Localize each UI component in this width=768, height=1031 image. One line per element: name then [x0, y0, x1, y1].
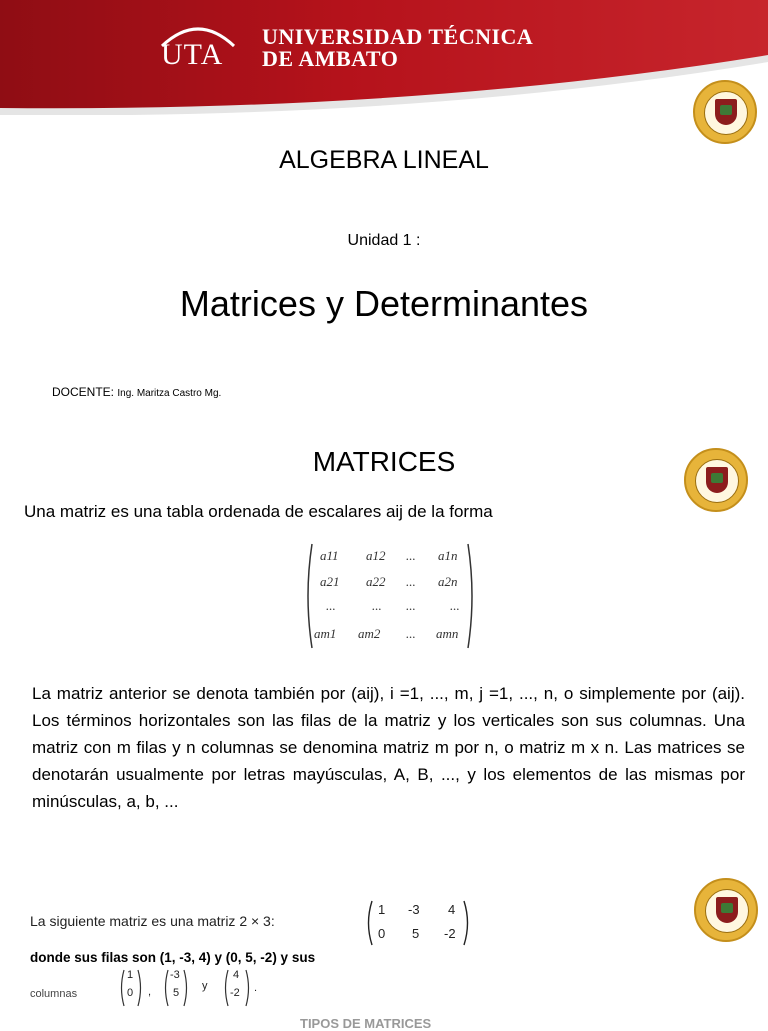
general-matrix — [300, 540, 480, 652]
matrix-cell: ... — [406, 548, 416, 563]
teacher-name: Ing. Maritza Castro Mg. — [117, 388, 222, 399]
matrix-cell: a1n — [438, 548, 458, 563]
matrix-cell: ... — [406, 574, 416, 589]
column-vectors — [118, 968, 268, 1008]
matrix-cell: a21 — [320, 574, 340, 589]
university-seal-icon — [693, 80, 757, 144]
matrix-cell: a2n — [438, 574, 458, 589]
university-name: UNIVERSIDAD TÉCNICA DE AMBATO — [262, 24, 534, 71]
example-cell: 4 — [448, 902, 456, 917]
matrix-cell: ... — [406, 626, 416, 641]
example-cell: 1 — [378, 902, 386, 917]
example-rows-text: donde sus filas son (1, -3, 4) y (0, 5, -2) y sus — [30, 950, 316, 965]
example-cell: -2 — [444, 926, 456, 941]
next-section-heading-cut: TIPOS DE MATRICES — [300, 1016, 432, 1031]
matrix-cell: ... — [326, 598, 336, 613]
matrix-cell: a22 — [366, 574, 386, 589]
column-end: . — [254, 982, 258, 994]
column-cell: -3 — [170, 969, 180, 981]
example-intro: La siguiente matriz es una matriz 2 × 3: — [30, 913, 275, 929]
matrix-cell: am2 — [358, 626, 381, 641]
example-cell: -3 — [408, 902, 420, 917]
teacher-line — [52, 385, 221, 399]
matrix-cell: am1 — [314, 626, 337, 641]
column-cell: 1 — [127, 969, 134, 981]
matrix-notation-paragraph: La matriz anterior se denota también por (aij), i =1, ..., m, j =1, ..., n, o simplemente por (aij). Los términos horizontales son las filas de la matriz y los verticales son sus columnas. Una matriz con m filas y n columnas se denomina matriz m por n, o matriz m x n. Las matrices se denotarán usualmente por letras mayúsculas, A, B, ..., y los elementos de las mismas por minúsculas, a, b, ... — [32, 684, 745, 811]
column-cell: -2 — [230, 987, 240, 999]
unit-label: Unidad 1 : — [347, 232, 421, 249]
section-heading: MATRICES — [312, 446, 456, 477]
matrix-cell: a11 — [320, 548, 339, 563]
uta-logo-arch — [158, 18, 238, 48]
matrix-cell: ... — [406, 598, 416, 613]
matrix-cell: a12 — [366, 548, 386, 563]
course-title: ALGEBRA LINEAL — [279, 146, 489, 174]
teacher-label: DOCENTE: — [52, 385, 115, 399]
example-matrix — [364, 898, 474, 948]
university-seal-icon — [694, 878, 758, 942]
topic-title: Matrices y Determinantes — [179, 283, 589, 324]
example-cell: 5 — [412, 926, 420, 941]
uta-logo: UTA — [161, 38, 224, 71]
columns-label: columnas — [30, 988, 78, 1000]
column-cell: 0 — [127, 987, 134, 999]
column-cell: 4 — [233, 969, 240, 981]
column-brackets — [118, 968, 268, 1008]
matrix-cell: amn — [436, 626, 459, 641]
column-separator: y — [202, 980, 208, 992]
matrix-cell: ... — [450, 598, 460, 613]
column-cell: 5 — [173, 987, 180, 999]
example-cell: 0 — [378, 926, 386, 941]
column-separator: , — [148, 986, 152, 998]
matrix-definition: Una matriz es una tabla ordenada de escalares aij de la forma — [24, 502, 493, 521]
matrix-cell: ... — [372, 598, 382, 613]
